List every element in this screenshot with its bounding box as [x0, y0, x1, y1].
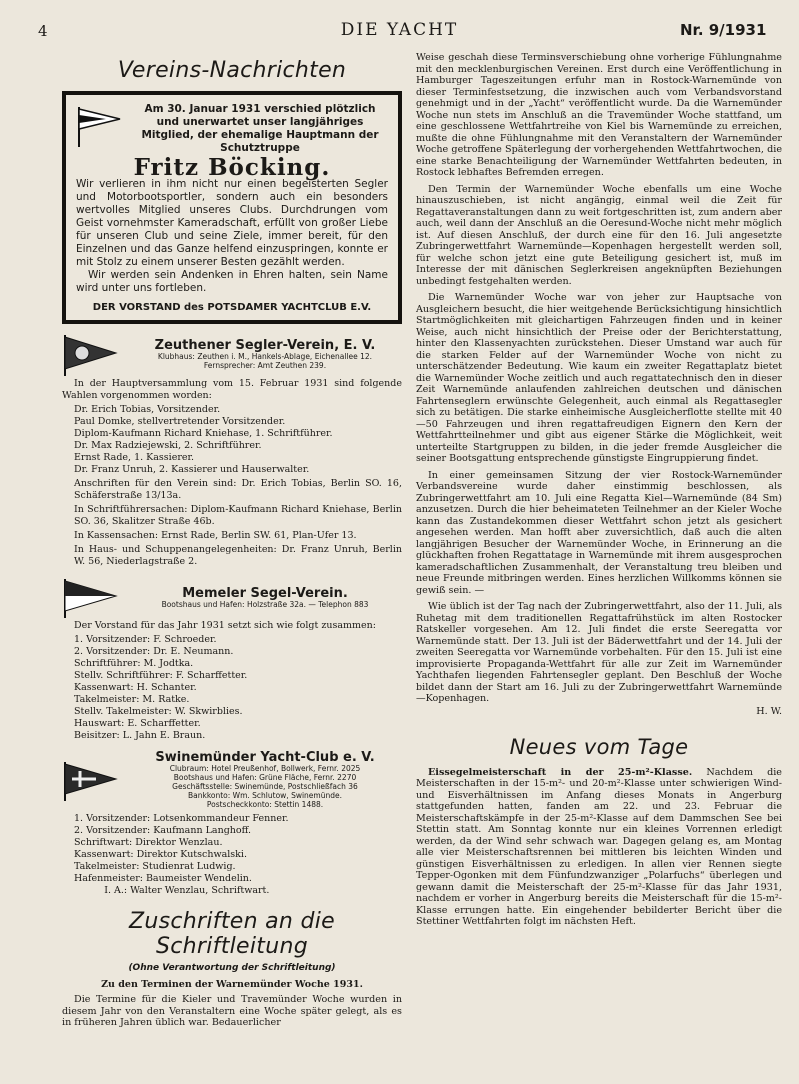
magazine-title: DIE YACHT	[340, 20, 459, 40]
obituary-intro: Am 30. Januar 1931 verschied plötzlich und unerwartet unser langjähriges Mitglied, der ehemalige Hauptmann der Schutztruppe	[141, 103, 379, 154]
officer-list	[62, 634, 402, 742]
section-title-zuschriften: Zuschriften an die Schriftleitung	[129, 909, 335, 959]
letter-start: Die Termine für die Kieler und Travemünder Woche wurden in diesem Jahr von den Veranstaltern eine Woche später gelegt, als es in früheren Jahren üblich war. Bedauerlicher	[62, 994, 402, 1028]
club-swinemuende	[62, 752, 402, 897]
section-title-vereins: Vereins-Nachrichten	[117, 58, 347, 83]
section-subtitle: (Ohne Verantwortung der Schriftleitung)	[128, 963, 336, 973]
list-item: Kassenwart: Direktor Kutschwalski.	[74, 849, 247, 860]
list-item: Stellv. Schriftführer: F. Scharffetter.	[74, 670, 248, 681]
zeuthen-pennant-icon	[62, 334, 118, 376]
left-column	[62, 52, 402, 1034]
right-column	[416, 52, 782, 933]
club-address: Klubhaus: Zeuthen i. M., Hankels-Ablage, Eichenallee 12.	[157, 352, 373, 361]
list-item: Takelmeister: M. Ratke.	[74, 694, 190, 705]
list-item: Dr. Erich Tobias, Vorsitzender.	[74, 404, 221, 415]
list-item: Anschriften für den Verein sind: Dr. Erich Tobias, Berlin SO. 16, Schäferstraße 13/13a.	[74, 478, 402, 501]
article-signature: H. W.	[756, 705, 782, 717]
list-item: In Schriftführersachen: Diplom-Kaufmann Richard Kniehase, Berlin SO. 36, Skalitzer Straße 46b.	[74, 504, 402, 527]
club-address: Bootshaus und Hafen: Grüne Fläche, Fernr. 2270	[173, 773, 357, 782]
club-text: Der Vorstand für das Jahr 1931 setzt sich wie folgt zusammen:	[74, 620, 376, 631]
list-item: Dr. Max Radziejewski, 2. Schriftführer.	[74, 440, 262, 451]
list-item: In Kassensachen: Ernst Rade, Berlin SW. 61, Plan-Ufer 13.	[74, 530, 357, 541]
obituary-body: Wir verlieren in ihm nicht nur einen begeisterten Segler und Motorbootsportler, sondern auch ein besonders wertvolles Mitglied unseres Clubs. Durchdrungen vom Geist vornehmster Kameradschaft, erfüllt von großer Liebe für unseren Club und seine Ziele, immer bereit, für den Einzelnen und das Ganze helfend einzuspringen, konnte er mit Stolz zu einem unserer Besten gezählt werden.	[76, 178, 388, 268]
club-address: Bootshaus und Hafen: Holzstraße 32a. — Telephon 883	[161, 599, 369, 609]
club-phone: Fernsprecher: Amt Zeuthen 239.	[203, 361, 327, 370]
club-address: Bankkonto: Wm. Schlutow, Swinemünde.	[187, 791, 342, 800]
club-address: Postscheckkonto: Stettin 1488.	[206, 800, 324, 809]
issue-number: Nr. 9/1931	[680, 21, 767, 39]
news-text: Nachdem die Meisterschaften in der 15-m²- und 20-m²-Klasse unter schwierigen Wind- und Eisverhältnissen im Anfang dieses Monats in Angerburg stattgefunden hatten, fanden am 22. und 23. Februar die Meisterschaftskämpfe in der 25-m²-Klasse auf dem Dammschen See bei Stettin statt. Am Sonntag konnte nur ein kleines Vorrennen erledigt werden, da der Wind sehr schwach war. Dagegen gelang es, am Montag alle vier Meisterschaftsrennen bei mittleren bis leichten Winden und günstigen Eisverhältnissen zu erledigen. In allen vier Rennen siegte Tepper-Ogonken mit dem Fünfundzwanziger „Polarfuchs“ überlegen und gewann damit die Meisterschaft der 25-m²-Klasse für das Jahr 1931, nachdem er vorher in Angerburg bereits die Meisterschaft für die 15-m²-Klasse errungen hatte. Ein eingehender bebilderter Bericht über die Stettiner Wettfahrten folgt im nächsten Heft.	[416, 766, 782, 927]
list-item: I. A.: Walter Wenzlau, Schriftwart.	[74, 885, 270, 896]
obituary-body-2: Wir werden sein Andenken in Ehren halten, sein Name wird unter uns fortleben.	[76, 269, 388, 294]
article-paragraph: Wie üblich ist der Tag nach der Zubringerwettfahrt, also der 11. Juli, als Ruhetag mit dem traditionellen Regattafrühstück im alten Rostocker Ratskeller vorgesehen. Am 12. Juli findet die erste Seeregatta vor Warnemünde statt. Der 13. Juli ist der Bäderwettfahrt und der 14. Juli der zweiten Seeregatta vor Warnemünde vorbehalten. Für den 15. Juli ist eine improvisierte Propaganda-Wettfahrt für alle zur Zeit im Warnemünder Yachthafen liegenden Fahrtensegler geplant. Den Beschluß der Woche bildet dann der Start am 16. Juli zu der Zubringerwettfahrt Warnemünde—Kopenhagen.	[416, 601, 782, 704]
list-item: Paul Domke, stellvertretender Vorsitzender.	[74, 416, 286, 427]
list-item: Stellv. Takelmeister: W. Skwirblies.	[74, 706, 243, 717]
list-item: 2. Vorsitzender: Kaufmann Langhoff.	[74, 825, 252, 836]
club-name: Memeler Segel-Verein.	[182, 585, 348, 601]
officer-list	[62, 813, 402, 897]
list-item: Takelmeister: Studienrat Ludwig.	[74, 861, 236, 872]
list-item: 1. Vorsitzender: Lotsenkommandeur Fenner.	[74, 813, 289, 824]
club-name: Zeuthener Segler-Verein, E. V.	[154, 338, 376, 353]
club-memel	[62, 578, 402, 742]
list-item: Schriftwart: Direktor Wenzlau.	[74, 837, 223, 848]
list-item: Diplom-Kaufmann Richard Kniehase, 1. Schriftführer.	[74, 428, 333, 439]
club-pennant-icon	[76, 105, 122, 147]
list-item: Beisitzer: L. Jahn E. Braun.	[74, 730, 206, 741]
club-name: Swinemünder Yacht-Club e. V.	[155, 750, 375, 765]
list-item: Kassenwart: H. Schanter.	[74, 682, 197, 693]
news-paragraph	[416, 767, 782, 928]
list-item: Schriftführer: M. Jodtka.	[74, 658, 194, 669]
section-title-neues: Neues vom Tage	[509, 734, 689, 759]
memel-pennant-icon	[62, 578, 118, 618]
letter-heading: Zu den Terminen der Warnemünder Woche 1931.	[101, 979, 363, 990]
article-paragraph: In einer gemeinsamen Sitzung der vier Rostock-Warnemünder Verbandsvereine wurde daher einstimmig beschlossen, als Zubringerwettfahrt am 10. Juli eine Regatta Kiel—Warnemünde (84 Sm) anzusetzen. Durch die hier beheimateten Teilnehmer an der Kieler Woche kann das Zustandekommen dieser Wettfahrt schon jetzt als gesichert angesehen werden. Man hofft aber zuversichtlich, daß auch die alten langjährigen Besucher der Warnemünder Woche, in Erinnerung an die glückhaften frohen Regattatage in Warnemünde mit ihrem ausgesprochen kameradschaftlichen Zusammenhalt, der Veranstaltung treu bleiben und neue Freunde mitbringen werden. Eines herzlichen Willkomms können sie gewiß sein. —	[416, 469, 782, 596]
club-address: Clubraum: Hotel Preußenhof, Bollwerk, Fernr. 2025	[169, 764, 361, 773]
list-item: In Haus- und Schuppenangelegenheiten: Dr. Franz Unruh, Berlin W. 56, Niederlagstraße 2.	[74, 544, 402, 567]
list-item: Hauswart: E. Scharffetter.	[74, 718, 201, 729]
article-paragraph: Die Warnemünder Woche war von jeher zur Hauptsache von Ausgleichern besucht, die hier weitgehende Berücksichtigung hinsichtlich Startmöglichkeiten mit gleichartigen Fahrzeugen finden und in keiner Weise, auch nicht hinsichtlich der Preise oder der Berichterstattung, hinter den Klassenyachten zurückstehen. Dieser Umstand war auch für die starken Felder auf der Warnemünder Woche von nicht zu unterschätzender Bedeutung. Wie kaum ein zweiter Regattaplatz bietet die Warnemünder Woche zeitlich und auch regattatechnisch den in dieser Zeit Warnemünde anlaufenden zahlreichen deutschen und dänischen Fahrtenseglern erwünschte Gelegenheit, auch einmal als Regattasegler sich zu betätigen. Die starke einheimische Ausgleicherflotte stellte mit 40—50 Fahrzeugen und ihren regattafreudigen Eignern den Kern der Wettfahrtteilnehmer und gibt aus eigener Stärke die Möglichkeit, weit unterteilte Startgruppen zu bilden, in die jeder fremde Ausgleicher die seiner Bootsgattung entsprechende günstigste Eingruppierung findet.	[416, 292, 782, 464]
list-item: Dr. Franz Unruh, 2. Kassierer und Hauserwalter.	[74, 464, 310, 475]
list-item: Ernst Rade, 1. Kassierer.	[74, 452, 195, 463]
page-number: 4	[38, 22, 48, 40]
club-address: Geschäftsstelle: Swinemünde, Postschließfach 36	[172, 782, 358, 791]
club-zeuthen	[62, 334, 402, 568]
club-text: In der Hauptversammlung vom 15. Februar 1931 sind folgende Wahlen vorgenommen worden:	[62, 378, 402, 401]
news-lead: Eissegelmeisterschaft in der 25-m²-Klasse.	[428, 766, 693, 778]
list-item: 1. Vorsitzender: F. Schroeder.	[74, 634, 217, 645]
article-paragraph: Weise geschah diese Terminsverschiebung ohne vorherige Fühlungnahme mit den mecklenburgischen Vereinen. Erst durch eine Veröffentlichung in Hamburger Tageszeitungen erfuhr man in Rostock-Warnemünde von dieser Terminfestsetzung, die inzwischen auch vom Verbandsvorstand genehmigt und in der „Yacht“ veröffentlicht wurde. Da die Warnemünder Woche nun stets im Anschluß an die Travemünder Woche stattfand, um eine geschlossene Wettfahrtreihe von Kiel bis Warnemünde zu erreichen, mußte die ohne Fühlungnahme mit den Veranstaltern der Warnemünder Woche getroffene Späterlegung der vorhergehenden Wettfahrtwochen, die eine starke Benachteiligung der Warnemünder Wettfahrten bedeuten, in Rostock lebhaftes Befremden erregen.	[416, 52, 782, 178]
list-item: Hafenmeister: Baumeister Wendelin.	[74, 873, 252, 884]
obituary-notice	[62, 91, 402, 324]
obituary-signature: DER VORSTAND des POTSDAMER YACHTCLUB E.V.	[92, 302, 372, 313]
deceased-name: Fritz Böcking.	[133, 154, 331, 181]
article-paragraph: Den Termin der Warnemünder Woche ebenfalls um eine Woche hinauszuschieben, ist nicht angängig, einmal weil die Zeit für Regattaveranstaltungen dann zu weit fortgeschritten ist, zum andern aber auch, weil dann der Anschluß an die Oeresund-Woche nicht mehr möglich ist. Auf diesen Anschluß, der durch eine für den 16. Juli angesetzte Zubringerwettfahrt Warnemünde—Kopenhagen hergestellt werden soll, für welche schon jetzt eine gute Beteiligung gesichert ist, muß im Interesse der mit dänischen Seglerkreisen angeknüpften Beziehungen unbedingt festgehalten werden.	[416, 183, 782, 287]
list-item: 2. Vorsitzender: Dr. E. Neumann.	[74, 646, 234, 657]
officer-list	[62, 404, 402, 568]
swinemuende-pennant-icon	[62, 761, 118, 801]
